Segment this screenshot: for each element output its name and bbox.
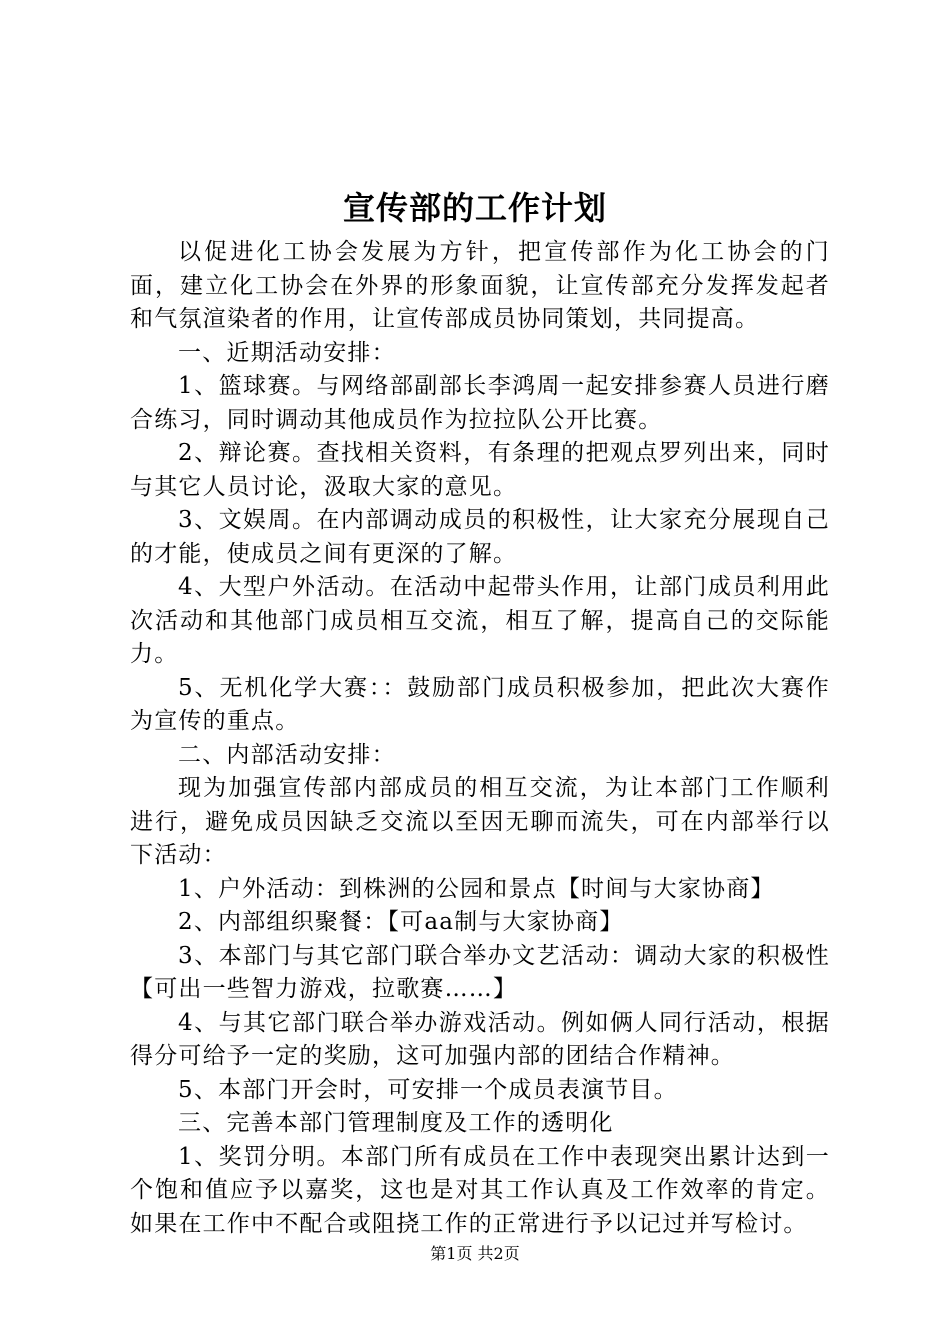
paragraph: 现为加强宣传部内部成员的相互交流，为让本部门工作顺利进行，避免成员因缺乏交流以至因无聊而流失，可在内部举行以下活动： bbox=[130, 775, 830, 868]
document-body bbox=[130, 236, 830, 1241]
list-item: 3、本部门与其它部门联合举办文艺活动：调动大家的积极性【可出一些智力游戏，拉歌赛……】 bbox=[130, 942, 830, 1002]
list-item: 4、与其它部门联合举办游戏活动。例如俩人同行活动，根据得分可给予一定的奖励，这可加强内部的团结合作精神。 bbox=[130, 1009, 830, 1069]
list-item: 2、内部组织聚餐：【可aa制与大家协商】 bbox=[178, 909, 624, 935]
page-footer: 第1页 共2页 bbox=[430, 1244, 520, 1263]
list-item: 1、户外活动：到株洲的公园和景点【时间与大家协商】 bbox=[178, 875, 775, 902]
list-item: 5、本部门开会时，可安排一个成员表演节目。 bbox=[178, 1076, 678, 1103]
list-item: 5、无机化学大赛：：鼓励部门成员积极参加，把此次大赛作为宣传的重点。 bbox=[130, 674, 830, 734]
list-item: 1、篮球赛。与网络部副部长李鸿周一起安排参赛人员进行磨合练习，同时调动其他成员作为拉拉队公开比赛。 bbox=[130, 373, 830, 433]
paragraph: 以促进化工协会发展为方针，把宣传部作为化工协会的门面，建立化工协会在外界的形象面貌，让宣传部充分发挥发起者和气氛渲染者的作用，让宣传部成员协同策划，共同提高。 bbox=[130, 239, 830, 332]
list-item: 1、奖罚分明。本部门所有成员在工作中表现突出累计达到一个饱和值应予以嘉奖，这也是对其工作认真及工作效率的肯定。如果在工作中不配合或阻挠工作的正常进行予以记过并写检讨。 bbox=[130, 1143, 830, 1237]
section-heading: 二、内部活动安排： bbox=[178, 741, 396, 768]
section-heading: 一、近期活动安排： bbox=[178, 339, 396, 366]
section-heading: 三、完善本部门管理制度及工作的透明化 bbox=[178, 1110, 614, 1136]
list-item: 4、大型户外活动。在活动中起带头作用，让部门成员利用此次活动和其他部门成员相互交流，相互了解，提高自己的交际能力。 bbox=[130, 574, 830, 667]
list-item: 2、辩论赛。查找相关资料，有条理的把观点罗列出来，同时与其它人员讨论，汲取大家的意见。 bbox=[130, 440, 830, 500]
list-item: 3、文娱周。在内部调动成员的积极性，让大家充分展现自己的才能，使成员之间有更深的了解。 bbox=[130, 507, 830, 567]
page-title: 宣传部的工作计划 bbox=[342, 189, 607, 227]
